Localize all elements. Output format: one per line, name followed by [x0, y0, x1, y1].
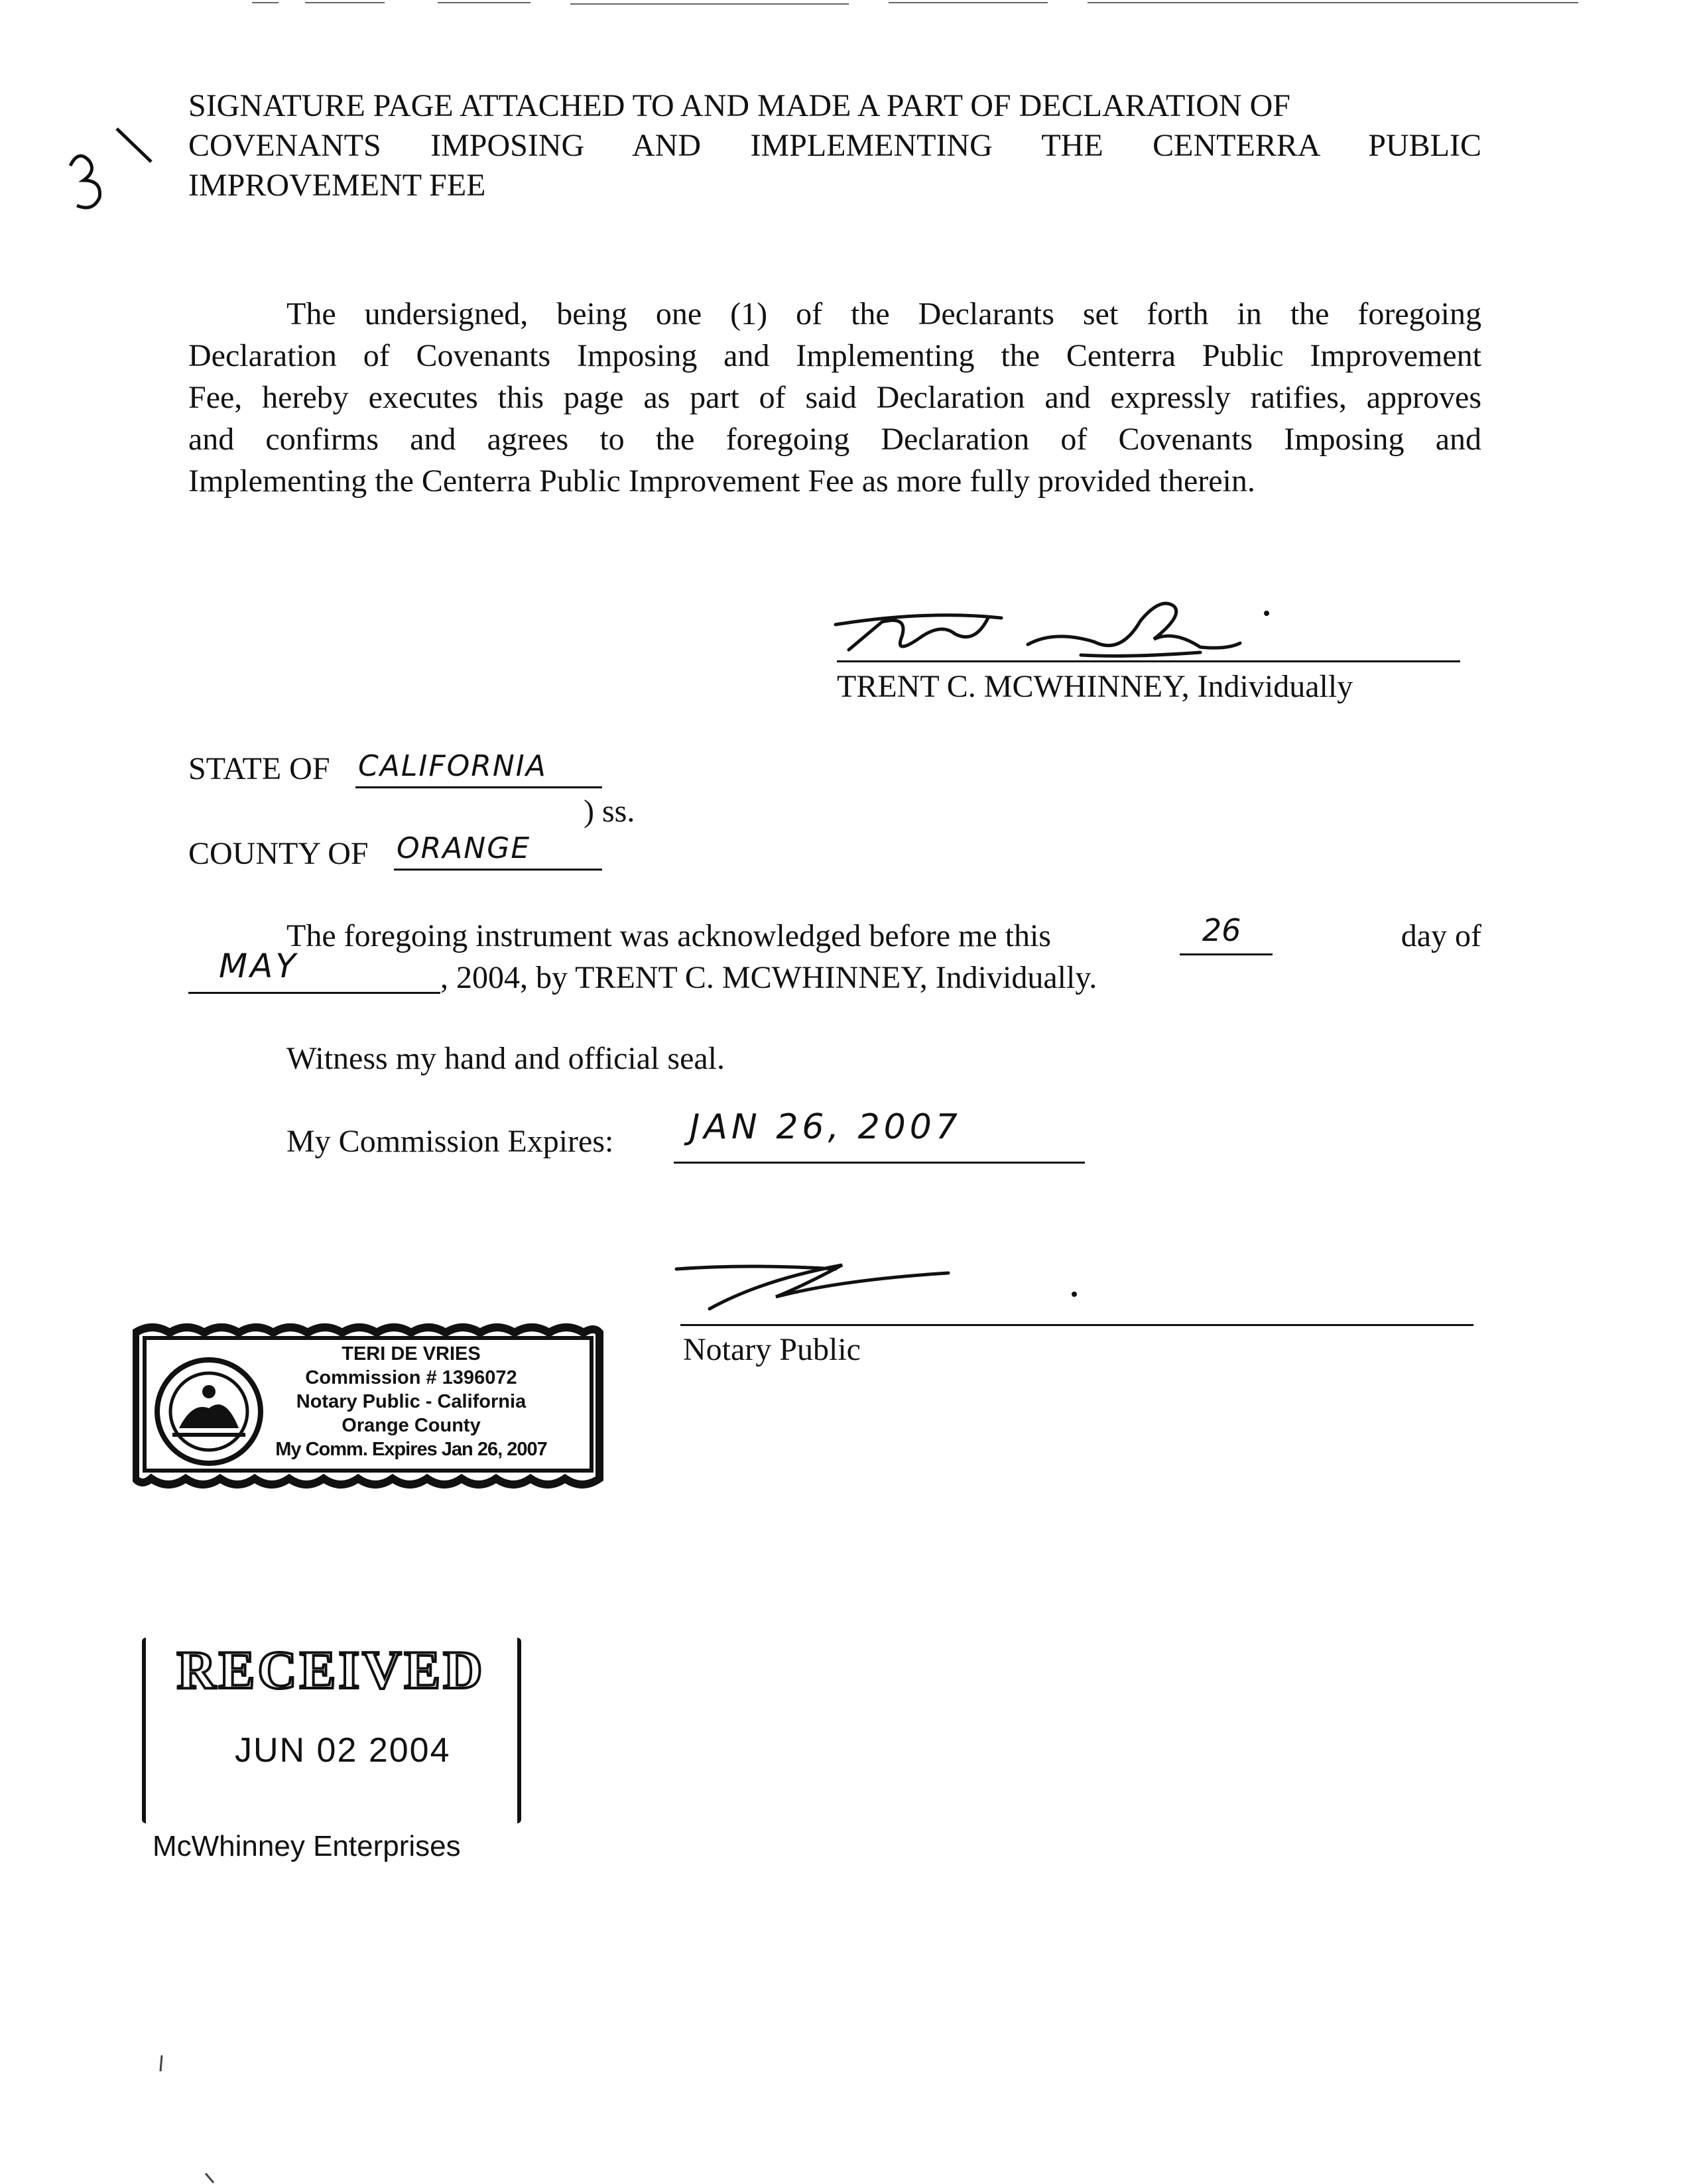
signer-caption: TRENT C. MCWHINNEY, Individually — [837, 669, 1353, 704]
notary-seal-emblem — [153, 1355, 265, 1468]
notary-stamp-text — [265, 1342, 557, 1461]
paragraph-line: Implementing the Centerra Public Improvement Fee as more fully provided therein. — [188, 463, 1255, 499]
received-stamp-date: JUN 02 2004 — [235, 1731, 451, 1770]
ack-day-blank — [1173, 912, 1279, 957]
paragraph-line: Fee, hereby executes this page as part of said Declaration and expressly ratifies, approves — [188, 380, 1481, 415]
ack-month-handwritten: MAY — [219, 947, 298, 985]
document-heading — [188, 86, 1481, 206]
ack-line1-start: The foregoing instrument was acknowledged before me this — [286, 918, 1051, 953]
scan-edge-artifact — [252, 0, 1578, 9]
received-stamp-word: RECEIVED — [176, 1640, 485, 1700]
notary-stamp — [133, 1313, 603, 1498]
notary-stamp-expires: My Comm. Expires Jan 26, 2007 — [275, 1439, 547, 1460]
ack-line-1 — [286, 912, 1481, 957]
signer-signature — [829, 583, 1293, 676]
heading-line: SIGNATURE PAGE ATTACHED TO AND MADE A PART OF DECLARATION OF — [188, 88, 1290, 123]
commission-underline — [674, 1162, 1085, 1164]
received-stamp-company: McWhinney Enterprises — [153, 1830, 461, 1862]
heading-line: IMPROVEMENT FEE — [188, 168, 486, 203]
notary-stamp-title: Notary Public - California — [296, 1391, 527, 1412]
county-underline — [394, 869, 602, 871]
paragraph-line: Declaration of Covenants Imposing and Implementing the Centerra Public Improvement — [188, 338, 1481, 373]
signer-signature-line — [837, 660, 1460, 662]
paragraph-line: and confirms and agrees to the foregoing Declaration of Covenants Imposing and — [188, 422, 1481, 457]
state-underline — [355, 786, 602, 788]
state-handwritten-value: CALIFORNIA — [358, 749, 547, 783]
county-label: COUNTY OF — [188, 836, 369, 871]
declaration-paragraph — [188, 293, 1481, 502]
received-stamp — [142, 1638, 520, 1830]
ack-line1-end: day of — [1401, 918, 1481, 953]
scan-bottom-marks — [153, 2055, 232, 2184]
commission-handwritten-value: JAN 26, 2007 — [690, 1107, 962, 1147]
ss-label: ) ss. — [584, 794, 635, 829]
notary-stamp-name: TERI DE VRIES — [342, 1343, 481, 1365]
notary-signature — [670, 1253, 1094, 1326]
ack-month-underline — [188, 992, 440, 994]
heading-line: COVENANTS IMPOSING AND IMPLEMENTING THE CENTERRA PUBLIC — [188, 128, 1481, 163]
notary-stamp-county: Orange County — [342, 1415, 481, 1436]
county-handwritten-value: ORANGE — [397, 831, 531, 865]
witness-text: Witness my hand and official seal. — [286, 1041, 725, 1076]
ack-line-2: , 2004, by TRENT C. MCWHINNEY, Individually. — [440, 960, 1097, 995]
ack-day-handwritten: 26 — [1202, 912, 1241, 948]
margin-handwritten-mark — [64, 119, 156, 219]
paragraph-line: The undersigned, being one (1) of the Declarants set forth in the foregoing — [286, 296, 1481, 332]
state-label: STATE OF — [188, 751, 330, 786]
notary-stamp-commission: Commission # 1396072 — [305, 1367, 517, 1388]
commission-label: My Commission Expires: — [286, 1124, 614, 1159]
notary-signature-line — [680, 1324, 1473, 1326]
notary-caption: Notary Public — [683, 1332, 861, 1367]
